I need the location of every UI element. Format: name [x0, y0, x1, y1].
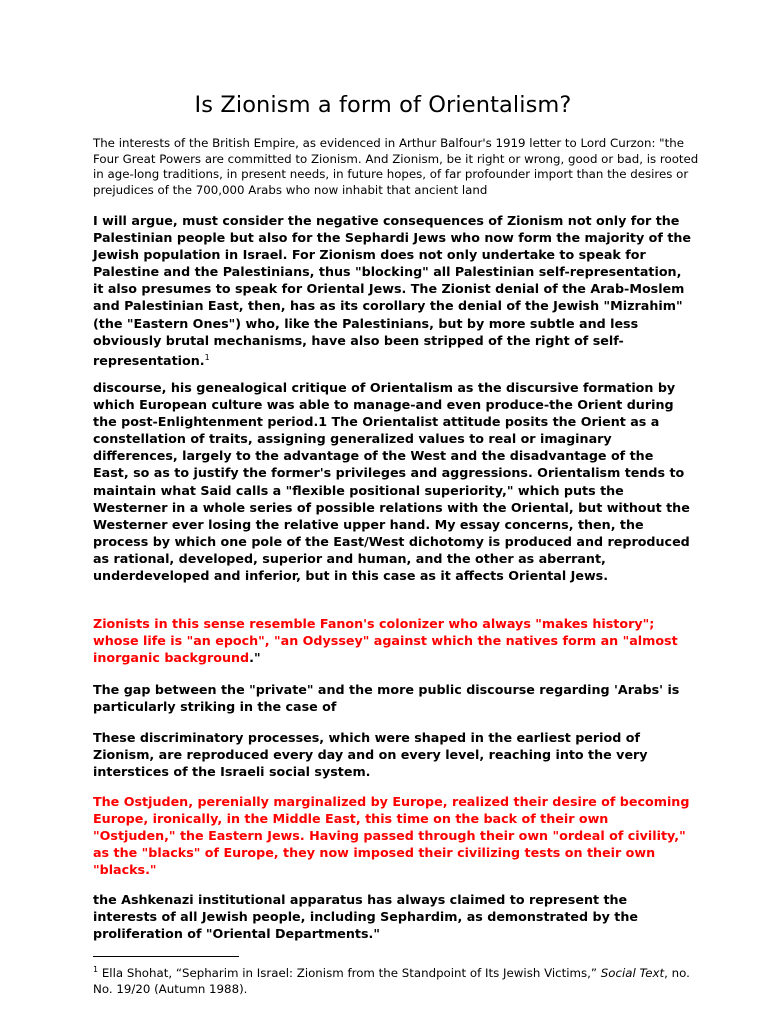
intro-paragraph: The interests of the British Empire, as evidenced in Arthur Balfour's 1919 letter to Lord Curzon: "the Four Great Powers are committed to Zionism. And Zionism, be it right or wrong, good or bad, is rooted in age-long traditions, in present needs, in future hopes, of far profounder import than the desires or prejudices of the 700,000 Arabs who now inhabit that ancient land [93, 136, 699, 197]
footnote-text-before: Ella Shohat, “Sepharim in Israel: Zionism from the Standpoint of Its Jewish Victims,” [98, 965, 601, 980]
page-title: Is Zionism a form of Orientalism? [194, 92, 572, 118]
footnote-text-after: , no. No. 19/20 (Autumn 1988). [93, 965, 690, 996]
footnote-reference[interactable]: 1 [204, 352, 210, 362]
paragraph-1-text: I will argue, must consider the negative consequences of Zionism not only for the Palestinian people but also for the Sephardi Jews who now form the majority of the Jewish population in Israel. For Zionism does not only undertake to speak for Palestine and the Palestinians, thus "blocking" all Palestinian self-representation, it also presumes to speak for Oriental Jews. The Zionist denial of the Arab-Moslem and Palestinian East, then, has as its corollary the denial of the Jewish "Mizrahim" (the "Eastern Ones") who, like the Palestinians, but by more subtle and less obviously brutal mechanisms, have also been stripped of the right of self-representation. [93, 213, 692, 368]
paragraph-4: The gap between the "private" and the more public discourse regarding 'Arabs' is particularly striking in the case of [93, 682, 680, 715]
paragraph-7: the Ashkenazi institutional apparatus has always claimed to represent the interests of all Jewish people, including Sephardim, as demonstrated by the proliferation of "Oriental Departments." [93, 892, 638, 942]
paragraph-5: These discriminatory processes, which were shaped in the earliest period of Zionism, are reproduced every day and on every level, reaching into the very interstices of the Israeli social system. [93, 730, 648, 780]
footnote-number: 1 [93, 965, 99, 974]
paragraph-3-highlight: Zionists in this sense resemble Fanon's colonizer who always "makes history"; whose life is "an epoch", "an Odyssey" against which the natives form an "almost inorganic background [93, 616, 678, 666]
paragraph-2: discourse, his genealogical critique of Orientalism as the discursive formation by which European culture was able to manage-and even produce-the Orient during the post-Enlightenment period.1 The Orientalist attitude posits the Orient as a constellation of traits, assigning generalized values to real or imaginary differences, largely to the advantage of the West and the disadvantage of the East, so as to justify the former's privileges and aggressions. Orientalism tends to maintain what Said calls a "flexible positional superiority," which puts the Westerner in a whole series of possible relations with the Oriental, but without the Westerner ever losing the relative upper hand. My essay concerns, then, the process by which one pole of the East/West dichotomy is produced and reproduced as rational, developed, superior and human, and the other as aberrant, underdeveloped and inferior, but in this case as it affects Oriental Jews. [93, 380, 690, 584]
paragraph-3-tail: ." [249, 650, 261, 666]
footnote [93, 962, 703, 997]
footnote-journal: Social Text [600, 965, 665, 980]
paragraph-3 [93, 615, 693, 666]
footnote-divider [93, 956, 239, 957]
paragraph-6: The Ostjuden, perenially marginalized by Europe, realized their desire of becoming Europe, ironically, in the Middle East, this time on the back of their own "Ostjuden," the Eastern Jews. Having passed through their own "ordeal of civility," as the "blacks" of Europe, they now imposed their civilizing tests on their own "blacks." [93, 794, 690, 878]
paragraph-1 [93, 212, 693, 369]
